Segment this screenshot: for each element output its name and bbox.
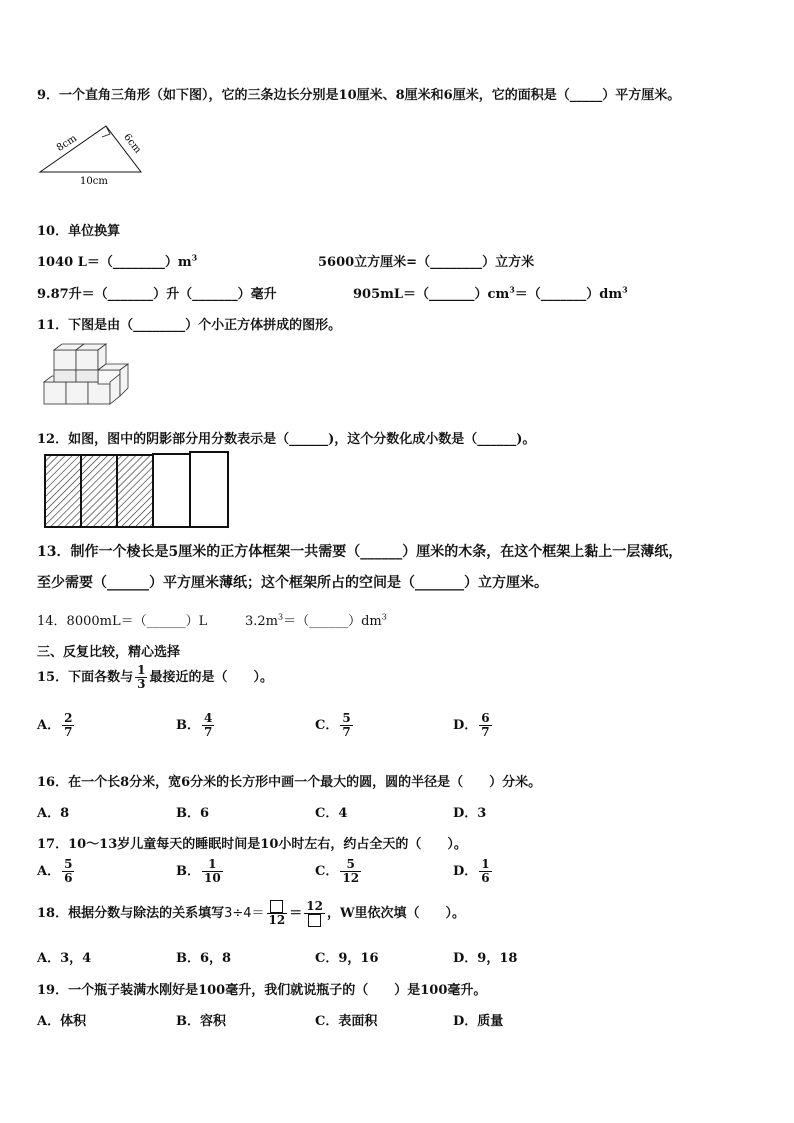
question-19-option-a[interactable]: A．体积 xyxy=(37,1014,87,1029)
question-15-option-a[interactable]: A． $\frac{2}{7}$ xyxy=(37,711,73,740)
question-13-line-1: 13．制作一个棱长是5厘米的正方体框架一共需要（______）厘米的木条，在这个框架上黏上一层薄纸， xyxy=(37,544,683,560)
cube-stack-figure xyxy=(40,340,140,410)
question-9-text: 9．一个直角三角形（如下图），它的三条边长分别是10厘米、8厘米和6厘米，它的面积是（_____）平方厘米。 xyxy=(37,88,681,103)
question-10-d: $905mL=(\_\_\_\_\_\_\_)cm^3=(\_\_\_\_\_\_\_)dm^3$ xyxy=(353,284,628,302)
section-3-title: 三、反复比较，精心选择 xyxy=(37,645,181,660)
question-17-text: 17．10～13岁儿童每天的睡眠时间是10小时左右，约占全天的（ ）。 xyxy=(37,837,467,852)
question-15-option-d[interactable]: D． $\frac{6}{7}$ xyxy=(453,711,490,740)
fraction-one-third: $\frac{1}{3}$ xyxy=(137,663,146,692)
question-17-option-d[interactable]: D． $\frac{1}{6}$ xyxy=(453,857,490,886)
question-15-text: 15．下面各数与 $\frac{1}{3}$ 最接近的是（ ）。 xyxy=(37,663,273,692)
fraction-12-over-box: 12 xyxy=(304,900,325,927)
question-10-c: 9.87升＝（_______）升（_______）毫升 xyxy=(37,287,277,302)
triangle-label-6cm: 6cm xyxy=(121,131,143,156)
question-17-option-b[interactable]: B． $\frac{1}{10}$ xyxy=(176,857,221,886)
question-19-option-c[interactable]: C．表面积 xyxy=(315,1014,378,1029)
question-17-option-a[interactable]: A． $\frac{5}{6}$ xyxy=(37,857,73,886)
blank-box-1 xyxy=(270,900,283,913)
question-19-text: 19．一个瓶子装满水刚好是100毫升，我们就说瓶子的（ ）是100毫升。 xyxy=(37,983,487,998)
unshaded-part-1 xyxy=(153,454,190,527)
question-14-a: 14．8000mL＝（______）L xyxy=(37,614,208,629)
triangle-label-10cm: 10cm xyxy=(80,176,108,187)
question-16-option-a[interactable]: A．8 xyxy=(37,806,70,821)
shaded-part-3 xyxy=(117,455,153,527)
question-18-option-b[interactable]: B．6，8 xyxy=(176,951,232,966)
question-18-option-a[interactable]: A．3，4 xyxy=(37,951,92,966)
question-10-b: 5600立方厘米=（________）立方米 xyxy=(318,255,535,270)
right-triangle-figure xyxy=(36,120,156,190)
shaded-rectangle-figure xyxy=(42,450,242,532)
question-15-option-b[interactable]: B． $\frac{4}{7}$ xyxy=(176,711,213,740)
question-16-option-d[interactable]: D．3 xyxy=(453,806,487,821)
triangle-label-8cm: 8cm xyxy=(54,132,79,154)
question-16-text: 16．在一个长8分米，宽6分米的长方形中画一个最大的圆，圆的半径是（ ）分米。 xyxy=(37,775,542,790)
fraction-box-over-12: 12 xyxy=(267,900,288,927)
question-15-option-c[interactable]: C． $\frac{5}{7}$ xyxy=(315,711,351,740)
blank-box-2 xyxy=(308,914,321,927)
question-12-text: 12．如图，图中的阴影部分用分数表示是（______)，这个分数化成小数是（______)。 xyxy=(37,432,536,447)
question-18-option-d[interactable]: D．9，18 xyxy=(453,951,518,966)
question-17-option-c[interactable]: C． $\frac{5}{12}$ xyxy=(315,857,360,886)
question-10-title: 10．单位换算 xyxy=(37,224,121,239)
question-10-a: 1040 $L=(\_\_\_\_\_\_\_\_)m^3$ xyxy=(37,252,198,270)
question-16-option-c[interactable]: C．4 xyxy=(315,806,348,821)
question-13-line-2: 至少需要（______）平方厘米薄纸；这个框架所占的空间是（_______）立方厘米。 xyxy=(37,575,548,591)
question-11-text: 11．下图是由（________）个小正方体拼成的图形。 xyxy=(37,318,342,333)
question-18-text: 18．根据分数与除法的关系填写3÷4＝ 12 ＝ 12 ，W里依次填（ ）。 xyxy=(37,899,466,928)
question-16-option-b[interactable]: B．6 xyxy=(176,806,210,821)
question-19-option-d[interactable]: D．质量 xyxy=(453,1014,504,1029)
question-14-b: $3.2m^3=(\_\_\_\_\_\_)dm^3$ xyxy=(245,612,387,629)
question-18-option-c[interactable]: C．9，16 xyxy=(315,951,379,966)
unshaded-part-2 xyxy=(190,452,228,527)
question-19-option-b[interactable]: B．容积 xyxy=(176,1014,226,1029)
shaded-part-1 xyxy=(45,455,81,527)
shaded-part-2 xyxy=(81,455,117,527)
